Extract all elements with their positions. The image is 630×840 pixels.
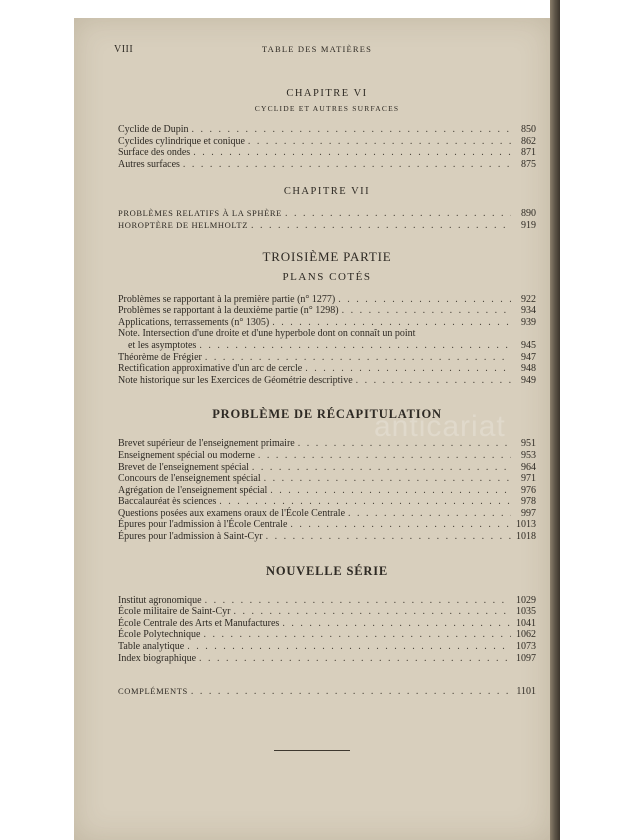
toc-entry-page: 971 bbox=[521, 473, 536, 485]
leader-dots bbox=[342, 305, 511, 317]
toc-entry-label: Note historique sur les Exercices de Géométrie descriptive bbox=[118, 374, 353, 386]
closing-rule bbox=[274, 750, 350, 751]
toc-entry-page: 875 bbox=[521, 158, 536, 170]
toc-entry-page: 1073 bbox=[516, 641, 536, 653]
leader-dots bbox=[199, 340, 511, 352]
toc-entry bbox=[118, 305, 536, 317]
leader-dots bbox=[205, 352, 511, 364]
recap-entries bbox=[118, 438, 536, 542]
part-3-title: TROISIÈME PARTIE bbox=[262, 248, 392, 264]
running-title: TABLE DES MATIÈRES bbox=[261, 44, 373, 54]
complements-page: 1101 bbox=[516, 686, 536, 698]
table-of-contents bbox=[118, 86, 536, 698]
complements-entry bbox=[118, 686, 536, 698]
page-header bbox=[114, 44, 520, 58]
toc-entry-page: 939 bbox=[521, 316, 536, 328]
leader-dots bbox=[199, 653, 511, 665]
toc-entry-label: École Centrale des Arts et Manufactures bbox=[118, 617, 280, 629]
toc-entry-page: 1029 bbox=[516, 594, 536, 606]
nouvelle-serie-entries bbox=[118, 595, 536, 665]
toc-entry-page: 964 bbox=[521, 461, 536, 473]
toc-entry bbox=[118, 375, 536, 387]
toc-entry-label: Table analytique bbox=[118, 641, 185, 653]
toc-entry bbox=[118, 352, 536, 364]
chapter-7-title: CHAPITRE VII bbox=[283, 186, 371, 198]
leader-dots bbox=[248, 136, 511, 148]
toc-entry bbox=[118, 159, 536, 171]
toc-entry-label: PROBLÈMES RELATIFS À LA SPHÈRE bbox=[118, 208, 282, 219]
leader-dots bbox=[348, 508, 511, 520]
chapter-6-subtitle: CYCLIDE ET AUTRES SURFACES bbox=[254, 104, 400, 113]
toc-entry bbox=[118, 485, 536, 497]
toc-entry-page: 997 bbox=[521, 507, 536, 519]
leader-dots bbox=[252, 462, 511, 474]
toc-entry-page: 1018 bbox=[516, 531, 536, 543]
recap-title: PROBLÈME DE RÉCAPITULATION bbox=[212, 407, 442, 422]
toc-entry-label: Théorème de Frégier bbox=[118, 351, 202, 363]
toc-entry-page: 976 bbox=[521, 484, 536, 496]
toc-entry bbox=[118, 629, 536, 641]
toc-entry bbox=[118, 317, 536, 329]
toc-entry bbox=[118, 496, 536, 508]
toc-entry-label: Autres surfaces bbox=[118, 158, 180, 170]
chapter-6-title: CHAPITRE VI bbox=[286, 88, 368, 99]
toc-entry-page: 948 bbox=[521, 363, 536, 375]
part-3-entries bbox=[118, 294, 536, 329]
note-text: Note. Intersection d'une droite et d'une hyperbole dont on connaît un point bbox=[118, 328, 416, 340]
leader-dots bbox=[233, 606, 511, 618]
toc-entry-page: 922 bbox=[521, 293, 536, 305]
toc-entry-label: Agrégation de l'enseignement spécial bbox=[118, 484, 268, 496]
complements-label: COMPLÉMENTS bbox=[118, 686, 188, 697]
toc-entry bbox=[118, 618, 536, 630]
leader-dots bbox=[258, 450, 511, 462]
toc-entry bbox=[118, 595, 536, 607]
toc-entry bbox=[118, 208, 536, 220]
toc-entry-page: 953 bbox=[521, 449, 536, 461]
toc-entry bbox=[118, 473, 536, 485]
note-continuation: et les asymptotes bbox=[128, 339, 197, 351]
toc-entry-label: Concours de l'enseignement spécial bbox=[118, 473, 261, 485]
leader-dots bbox=[187, 641, 511, 653]
leader-dots bbox=[251, 220, 511, 232]
toc-entry bbox=[118, 136, 536, 148]
toc-entry bbox=[118, 531, 536, 543]
leader-dots bbox=[338, 294, 511, 306]
toc-entry-page: 1013 bbox=[516, 519, 536, 531]
toc-entry bbox=[118, 438, 536, 450]
toc-entry bbox=[118, 294, 536, 306]
toc-entry-page: 1062 bbox=[516, 629, 536, 641]
book-binding bbox=[550, 0, 560, 840]
toc-entry-label: École militaire de Saint-Cyr bbox=[118, 606, 231, 618]
leader-dots bbox=[193, 147, 511, 159]
toc-entry-page: 1035 bbox=[516, 606, 536, 618]
toc-entry-page: 947 bbox=[521, 351, 536, 363]
toc-entry-page: 871 bbox=[521, 147, 536, 159]
toc-entry bbox=[118, 519, 536, 531]
toc-entry-label: Index biographique bbox=[118, 652, 197, 664]
toc-entry-label: Problèmes se rapportant à la deuxième partie (n° 1298) bbox=[118, 305, 339, 317]
toc-entry-label: Épures pour l'admission à Saint-Cyr bbox=[118, 531, 263, 543]
leader-dots bbox=[298, 438, 511, 450]
part-3-entries-2 bbox=[118, 352, 536, 387]
part-3-subtitle: PLANS COTÉS bbox=[282, 270, 372, 283]
leader-dots bbox=[356, 375, 511, 387]
nouvelle-serie-title: NOUVELLE SÉRIE bbox=[266, 563, 388, 578]
leader-dots bbox=[205, 595, 511, 607]
chapter-7-entries bbox=[118, 208, 536, 231]
toc-entry-page: 951 bbox=[521, 438, 536, 450]
note-entry bbox=[118, 340, 536, 352]
toc-entry-label: Surface des ondes bbox=[118, 147, 191, 159]
note-page-number: 945 bbox=[521, 339, 536, 351]
toc-entry-page: 862 bbox=[521, 135, 536, 147]
toc-entry-page: 890 bbox=[521, 208, 536, 220]
toc-entry bbox=[118, 606, 536, 618]
leader-dots bbox=[191, 686, 511, 698]
toc-entry bbox=[118, 147, 536, 159]
toc-entry bbox=[118, 220, 536, 232]
toc-entry bbox=[118, 363, 536, 375]
book-page bbox=[74, 18, 550, 840]
toc-entry-label: Cyclides cylindrique et conique bbox=[118, 135, 245, 147]
toc-entry-label: École Polytechnique bbox=[118, 629, 201, 641]
toc-entry-label: Enseignement spécial ou moderne bbox=[118, 449, 255, 461]
toc-entry-label: Questions posées aux examens oraux de l'École Centrale bbox=[118, 507, 346, 519]
toc-entry-label: Rectification approximative d'un arc de cercle bbox=[118, 363, 303, 375]
toc-entry bbox=[118, 462, 536, 474]
toc-entry-label: Brevet de l'enseignement spécial bbox=[118, 461, 249, 473]
toc-entry bbox=[118, 450, 536, 462]
toc-entry-label: Problèmes se rapportant à la première partie (n° 1277) bbox=[118, 293, 336, 305]
toc-entry bbox=[118, 653, 536, 665]
toc-entry bbox=[118, 124, 536, 136]
toc-entry-label: Baccalauréat ès sciences bbox=[118, 496, 217, 508]
toc-entry-page: 978 bbox=[521, 496, 536, 508]
toc-entry-page: 1097 bbox=[516, 652, 536, 664]
leader-dots bbox=[219, 496, 511, 508]
leader-dots bbox=[183, 159, 511, 171]
toc-entry bbox=[118, 508, 536, 520]
toc-entry bbox=[118, 641, 536, 653]
leader-dots bbox=[203, 629, 511, 641]
note-line-1 bbox=[118, 328, 536, 340]
leader-dots bbox=[282, 618, 511, 630]
leader-dots bbox=[285, 208, 511, 220]
toc-entry-page: 934 bbox=[521, 305, 536, 317]
toc-entry-label: Cyclide de Dupin bbox=[118, 124, 189, 135]
leader-dots bbox=[192, 124, 511, 136]
leader-dots bbox=[264, 473, 511, 485]
toc-entry-page: 919 bbox=[521, 219, 536, 231]
leader-dots bbox=[266, 531, 511, 543]
watermark: anticariat bbox=[374, 410, 506, 443]
toc-entry-label: HOROPTÈRE DE HELMHOLTZ bbox=[118, 219, 248, 230]
toc-entry-label: Applications, terrassements (n° 1305) bbox=[118, 316, 270, 328]
leader-dots bbox=[305, 363, 511, 375]
toc-entry-page: 1041 bbox=[516, 617, 536, 629]
toc-entry-page: 850 bbox=[521, 124, 536, 135]
leader-dots bbox=[290, 519, 511, 531]
toc-entry-label: Brevet supérieur de l'enseignement primaire bbox=[118, 438, 295, 450]
page-number: VIII bbox=[114, 44, 134, 55]
leader-dots bbox=[272, 317, 511, 329]
chapter-6-entries bbox=[118, 124, 536, 170]
leader-dots bbox=[270, 485, 511, 497]
toc-entry-label: Institut agronomique bbox=[118, 594, 202, 606]
toc-entry-page: 949 bbox=[521, 374, 536, 386]
toc-entry-label: Épures pour l'admission à l'École Centrale bbox=[118, 519, 288, 531]
